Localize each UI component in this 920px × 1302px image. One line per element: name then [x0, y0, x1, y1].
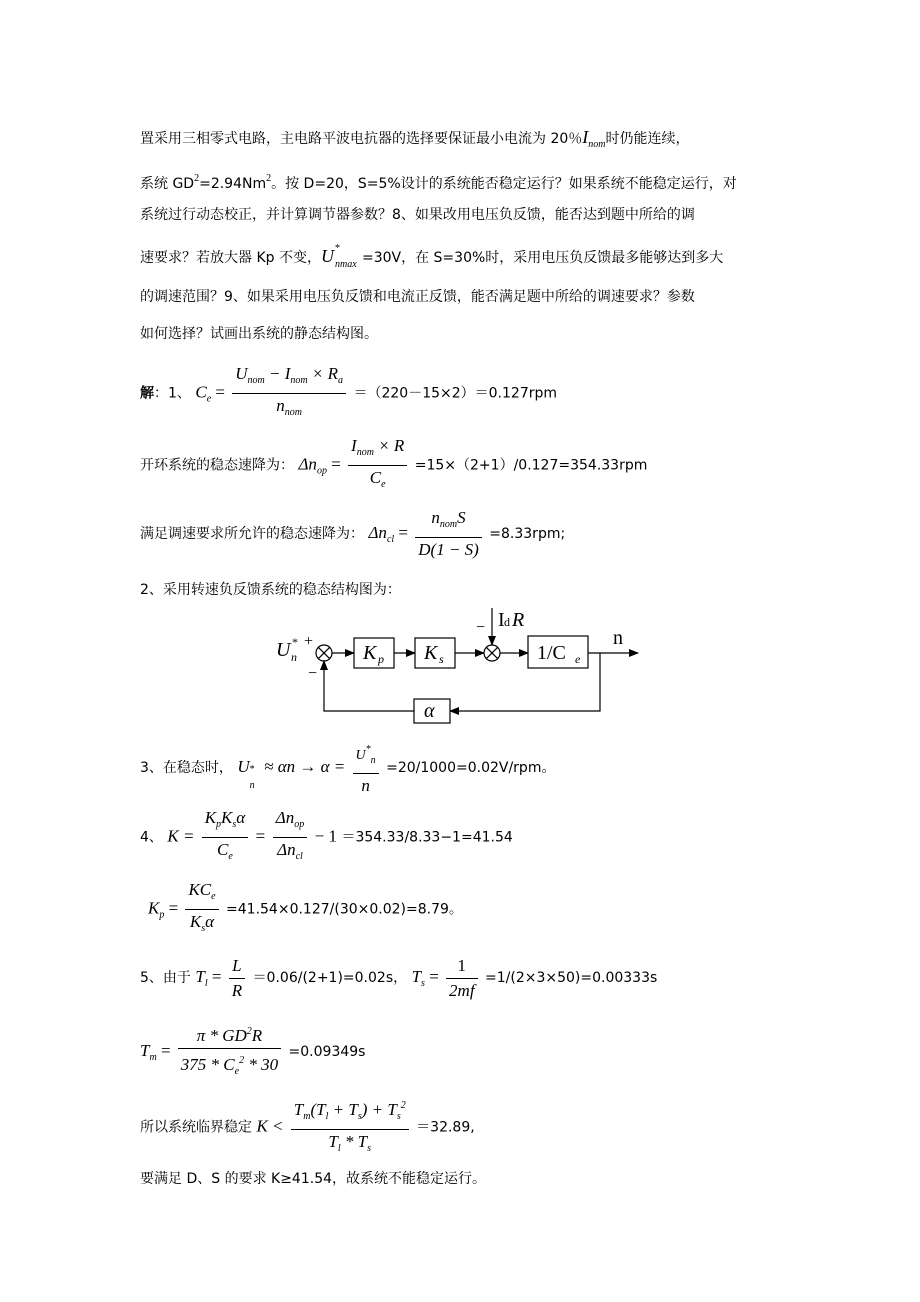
disturbance-label: I	[498, 609, 505, 631]
disturbance-minus: −	[476, 619, 486, 636]
solution-label: 解	[140, 385, 154, 402]
sup-sub-stack	[334, 243, 362, 270]
kp-fraction: $\frac{KC_e}{K_s\alpha}$	[185, 880, 218, 939]
block-diagram	[260, 600, 650, 725]
text: 如何选择？试画出系统的静态结构图。	[140, 326, 378, 342]
superscript: *	[334, 243, 340, 254]
step3: 3、在稳态时， U * n ≈ αn → α = $\frac{U^*_n}{n}$ =20/1000=0.02V/rpm。	[140, 740, 555, 788]
problem-line-2	[140, 170, 737, 193]
math-expression: ≈ αn → α =	[264, 757, 350, 776]
superscript: 2	[266, 173, 272, 184]
math-sub: op	[316, 465, 327, 477]
input-sub: n	[291, 650, 297, 664]
math-symbol: K =	[167, 826, 199, 846]
result-text: =15×（2+1）/0.127=354.33rpm	[414, 457, 648, 474]
tl-fraction: $\frac{L}{R}$	[229, 956, 245, 1001]
problem-line-1	[140, 128, 690, 154]
math-sub: cl	[386, 534, 395, 545]
summing-junction-2	[484, 645, 500, 661]
result-text: ＝（220－15×2）＝0.127rpm	[353, 385, 558, 402]
minus-sign-fb: −	[308, 665, 318, 682]
math-symbol: U	[320, 246, 334, 266]
text: 3、在稳态时，	[140, 760, 233, 776]
conclusion	[140, 1170, 486, 1188]
output-label: n	[613, 627, 623, 649]
critical-fraction: $\frac{T_m(T_l + T_s) + T_s^2}{T_l * T_s}$	[291, 1096, 409, 1159]
subscript: nmax	[334, 259, 357, 270]
step4-k: 4、 K = $\frac{K_pK_s\alpha}{C_e}$ = $\frac{\Delta n_{op}}{\Delta n_{cl}}$ − 1 ＝354.33/8.33−1=41.54	[140, 808, 513, 858]
result-text: ＝354.33/8.33−1=41.54	[341, 829, 513, 846]
result-text: ＝0.06/(2+1)=0.02s，	[252, 970, 408, 986]
input-label: U	[276, 639, 291, 661]
step5-tm: $T_m$ = $\frac{\pi * GD^2R}{375 * C_e^2 * 30}$ =0.09349s	[140, 1022, 365, 1078]
disturbance-r: R	[512, 609, 525, 631]
math-symbol: T	[140, 1041, 150, 1060]
result-text: =20/1000=0.02V/rpm。	[386, 760, 556, 776]
result-text: =8.33rpm;	[489, 526, 566, 542]
math-symbol: U	[237, 757, 250, 776]
math-symbol: T	[195, 967, 205, 986]
math-symbol: T	[411, 967, 422, 986]
text: 开环系统的稳态速降为：	[140, 457, 294, 474]
text: 4、	[140, 829, 163, 846]
ce-fraction: $\frac{U_{nom} - I_{nom} \times R_a}{n_{nom}}$	[232, 364, 346, 423]
text: =30V，在 S=30%时，采用电压负反馈最多能够达到多大	[361, 250, 724, 266]
plus-sign: +	[304, 633, 314, 650]
math-symbol: Δn	[368, 523, 387, 542]
problem-line-6	[140, 325, 378, 343]
kp-label: K	[363, 642, 377, 664]
kp-sub: p	[378, 652, 384, 666]
plant-label: 1/C	[537, 642, 566, 664]
problem-line-3	[140, 206, 695, 224]
result-text: ＝32.89,	[416, 1119, 475, 1136]
step2-text	[140, 581, 401, 599]
text: 系统过行动态校正，并计算调节器参数？8、如果改用电压负反馈，能否达到题中所给的调	[140, 207, 695, 223]
step-number: ：1、	[154, 385, 191, 402]
result-text: =1/(2×3×50)=0.00333s	[485, 970, 658, 986]
k-fraction-1: $\frac{K_pK_s\alpha}{C_e}$	[202, 808, 249, 867]
math-symbol: C	[195, 382, 207, 402]
problem-line-5	[140, 288, 695, 306]
text: 的调速范围？9、如果采用电压负反馈和电流正反馈，能否满足题中所给的调速要求？参数	[140, 289, 695, 305]
ks-label: K	[424, 642, 438, 664]
step4-kp: $K_p$ = $\frac{KC_e}{K_s\alpha}$ =41.54×0.127/(30×0.02)=8.79。	[148, 880, 463, 930]
result-text: =41.54×0.127/(30×0.02)=8.79。	[226, 901, 463, 918]
math-symbol: K	[148, 898, 160, 918]
text: 速要求？若放大器 Kp 不变，	[140, 250, 321, 266]
tm-fraction: $\frac{\pi * GD^2R}{375 * C_e^2 * 30}$	[178, 1022, 281, 1082]
math-sub: e	[206, 393, 212, 405]
math-sub: p	[159, 909, 165, 921]
text: 。按 D=20，S=5%设计的系统能否稳定运行？如果系统不能稳定运行，对	[271, 176, 737, 192]
input-sup: *	[292, 635, 298, 649]
open-loop-drop: 开环系统的稳态速降为： $\Delta n_{op}$ = $\frac{I_{nom} \times R}{C_e}$ =15×（2+1）/0.127=354.33rpm	[140, 436, 647, 484]
text: 要满足 D、S 的要求 K≥41.54，故系统不能稳定运行。	[140, 1171, 487, 1187]
plant-sub: e	[575, 652, 581, 666]
k-fraction-2: $\frac{\Delta n_{op}}{\Delta n_{cl}}$	[273, 808, 307, 867]
text: 5、由于	[140, 970, 191, 986]
closed-loop-drop: 满足调速要求所允许的稳态速降为： $\Delta n_{cl}$ = $\frac{n_{nom}S}{D(1 - S)}$ =8.33rpm;	[140, 508, 566, 559]
alpha-fraction: $\frac{U^*_n}{n}$	[353, 740, 379, 796]
problem-line-4	[140, 243, 724, 270]
cl-fraction: $\frac{n_{nom}S}{D(1 - S)}$	[415, 508, 482, 560]
text: =2.94Nm	[199, 176, 267, 192]
math-expression: − 1	[314, 826, 337, 846]
disturbance-sub: d	[504, 615, 510, 629]
text: 时仍能连续，	[605, 131, 690, 147]
text: 2、采用转速负反馈系统的稳态结构图为：	[140, 582, 401, 598]
step5-critical	[140, 1096, 475, 1152]
superscript: 2	[194, 173, 200, 184]
step1-ce: 解：1、 $C_e$ = $\frac{U_{nom} - I_{nom} \times R_a}{n_{nom}}$ ＝（220－15×2）＝0.127rpm	[140, 364, 557, 412]
step5-tl-ts: 5、由于 $T_l$ = $\frac{L}{R}$ ＝0.06/(2+1)=0.02s， $T_s$ = $\frac{1}{2mf}$ =1/(2×3×50)=0.00333s	[140, 955, 658, 1000]
math-symbol: I	[582, 127, 589, 147]
math-sub: nom	[588, 139, 606, 150]
text: 置采用三相零式电路，主电路平波电抗器的选择要保证最小电流为 20％	[140, 131, 583, 147]
text: 所以系统临界稳定	[140, 1119, 252, 1136]
math-symbol: Δn	[298, 454, 317, 474]
text: 系统 GD	[140, 176, 195, 192]
ts-fraction: $\frac{1}{2mf}$	[446, 956, 478, 1001]
result-text: =0.09349s	[288, 1044, 366, 1060]
open-fraction: $\frac{I_{nom} \times R}{C_e}$	[348, 436, 407, 495]
text: 满足调速要求所允许的稳态速降为：	[140, 526, 364, 542]
ks-sub: s	[439, 652, 444, 666]
summing-junction-1	[316, 645, 332, 661]
math-symbol: K <	[256, 1116, 288, 1136]
feedback-label: α	[424, 700, 435, 722]
